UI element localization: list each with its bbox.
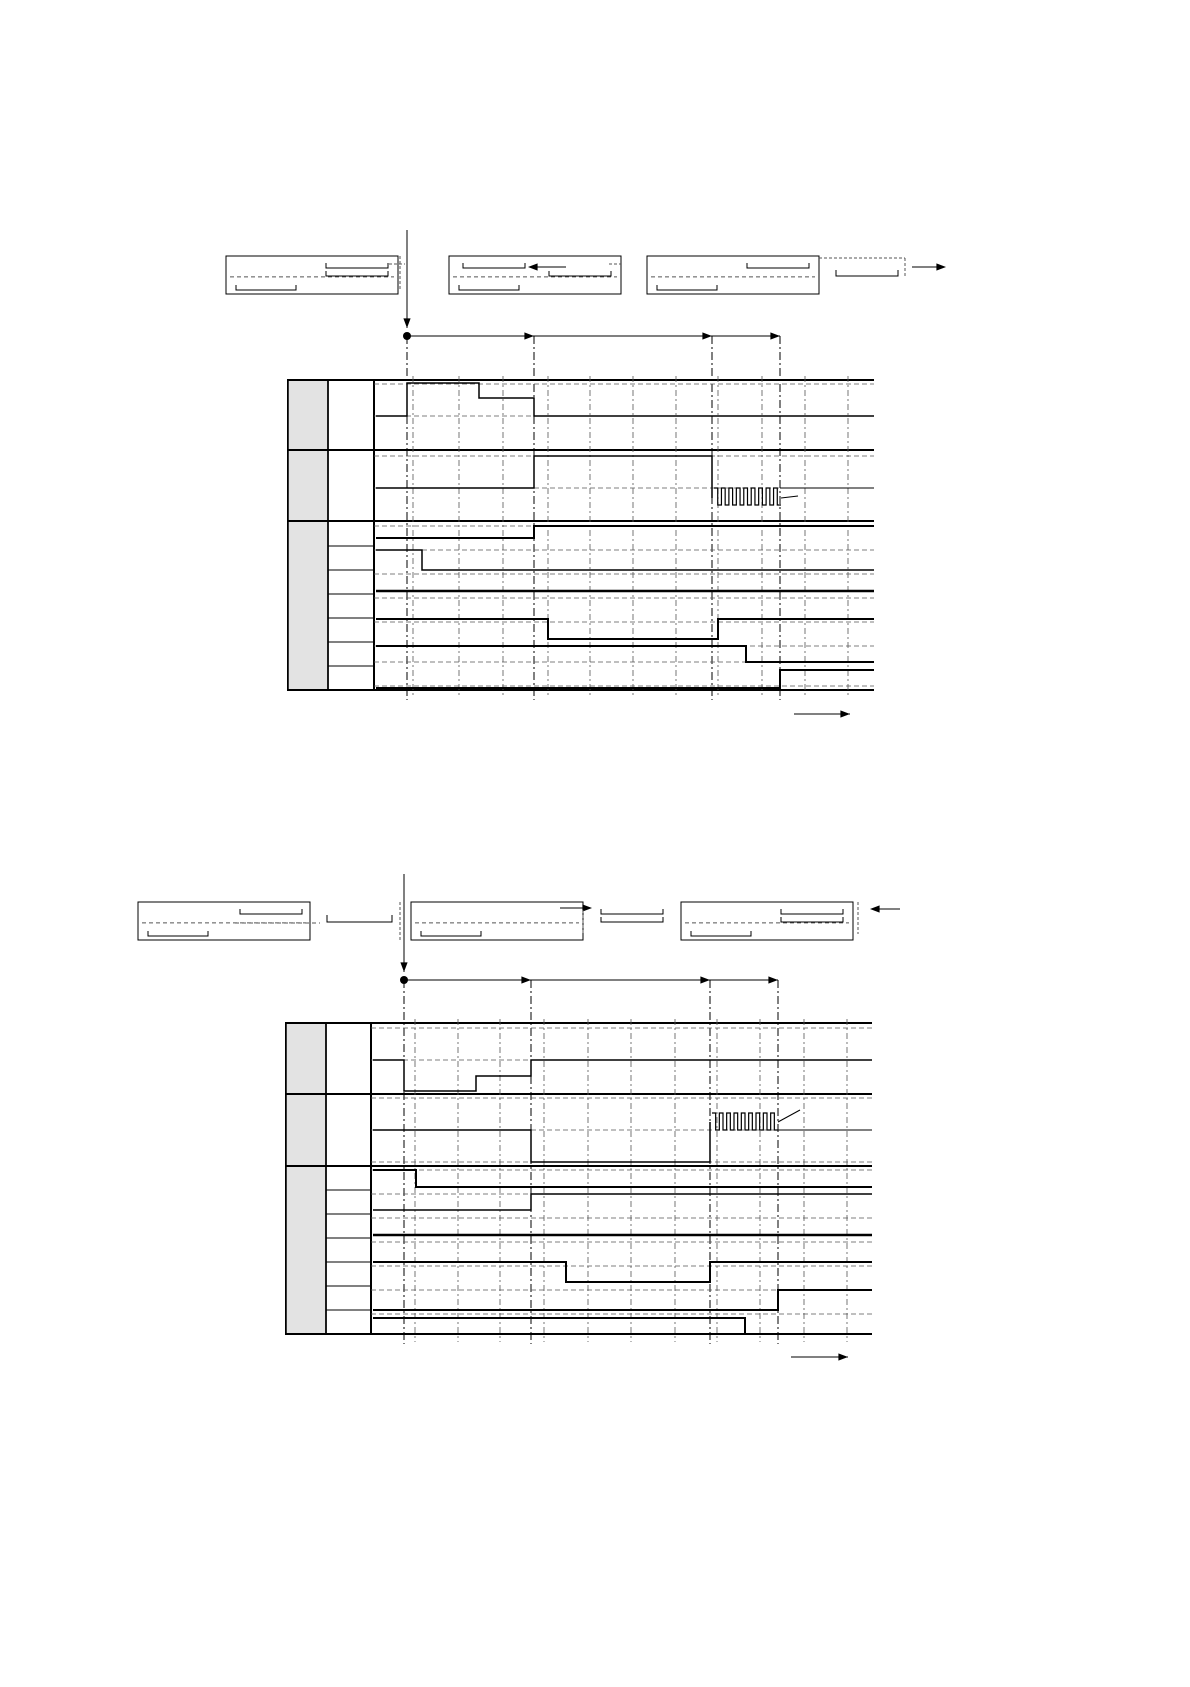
layout-sketch-2 [449,256,621,294]
group-label-cell-1 [286,1023,326,1094]
waveform-1 [376,383,874,416]
phase-arrowhead-2 [700,976,710,983]
pulse-leader-1 [781,496,798,498]
phase-arrowhead-2 [702,332,712,339]
time-axis-arrow [838,1353,848,1360]
sketch-3-outside-bracket [836,270,898,276]
layout-sketch-2-bracket-0 [463,263,525,268]
waveform-7 [373,1262,872,1282]
layout-sketch-1-frame [138,902,310,940]
layout-sketch-3-bracket-1 [657,285,717,290]
waveform-8 [376,646,874,662]
time-axis-arrow [840,710,850,717]
phase-arrowhead-1 [524,332,534,339]
layout-sketch-3-bracket-0 [781,909,843,914]
layout-sketch-1 [226,256,398,294]
group-label-cell-3 [286,1166,326,1334]
waveform-9 [373,1318,872,1334]
waveform-2 [373,1122,710,1162]
layout-sketch-1-bracket-1 [326,271,388,276]
sketch-2-move-arrowhead [528,263,538,270]
start-drop-arrowhead [400,962,407,972]
waveform-8 [373,1290,872,1310]
timing-diagram-bottom [138,874,900,1361]
waveform-4 [376,526,874,538]
waveform-5 [376,550,874,570]
group-label-cell-3 [288,521,328,690]
waveform-5 [373,1194,872,1210]
waveform-2 [376,456,712,498]
phase-arrowhead-3 [770,332,780,339]
waveform-4 [373,1170,872,1187]
waveform-9 [376,670,874,688]
layout-sketch-2-bracket-0 [601,909,663,914]
sketch-2-move-arrowhead [582,904,592,911]
timing-diagram-top [226,230,946,718]
group-label-cell-1 [288,380,328,450]
layout-sketch-1-bracket-0 [240,909,302,914]
pulse-train-1 [714,488,781,505]
layout-sketch-1-bracket-1 [148,931,208,936]
layout-sketch-2 [411,902,663,940]
phase-arrowhead-1 [521,976,531,983]
waveform-1 [373,1060,872,1091]
layout-sketch-2-frame [449,256,621,294]
group-label-cell-2 [288,450,328,521]
layout-sketch-3-frame [681,902,853,940]
start-drop-arrowhead [403,318,410,328]
layout-sketch-3-frame [647,256,819,294]
layout-sketch-3 [647,256,819,294]
layout-sketch-3 [681,902,853,940]
layout-sketch-3-bracket-1 [781,917,843,922]
pulse-train-1 [712,1113,778,1130]
layout-sketch-1 [138,902,310,940]
layout-sketch-2-bracket-1 [549,271,611,276]
layout-sketch-2-bracket-2 [421,931,481,936]
layout-sketch-1-bracket-0 [326,263,388,268]
pulse-leader-1 [778,1110,800,1122]
layout-sketch-1-frame [226,256,398,294]
phase-arrowhead-3 [768,976,778,983]
sketch-3-entry-arrowhead [870,905,880,912]
sketch-1-outside-bracket [327,915,392,922]
layout-sketch-3-bracket-0 [747,263,809,268]
layout-sketch-2-frame [411,902,583,940]
layout-sketch-2-bracket-1 [601,917,663,922]
layout-sketch-3-bracket-2 [691,931,751,936]
group-label-cell-2 [286,1094,326,1166]
layout-sketch-2-bracket-2 [459,285,519,290]
layout-sketch-1-bracket-2 [236,285,296,290]
sketch-3-exit-arrowhead [936,263,946,270]
